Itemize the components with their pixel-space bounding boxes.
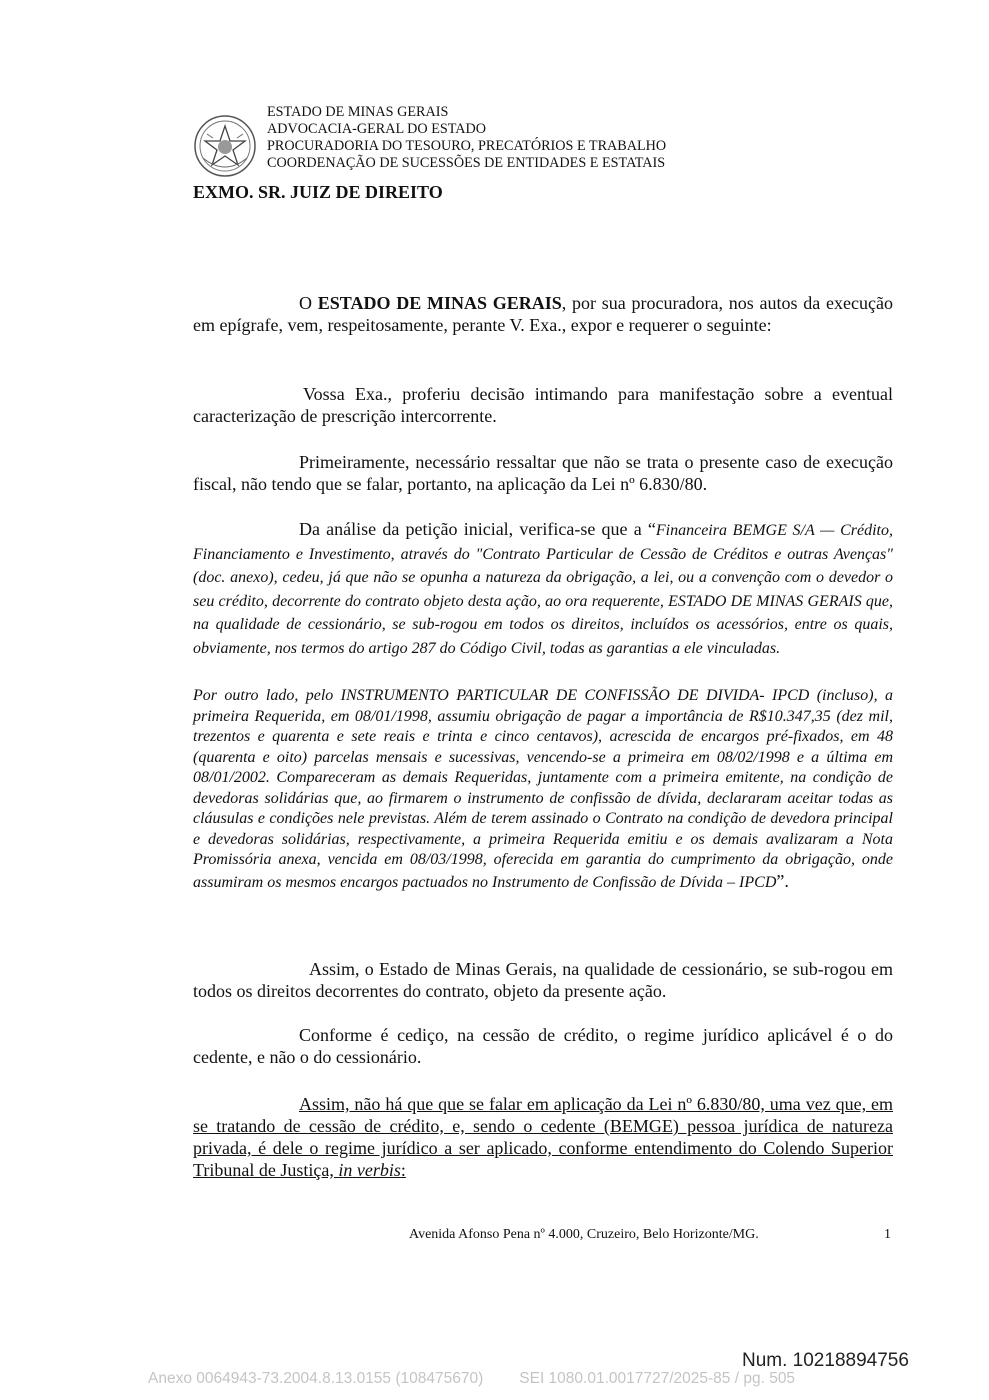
annex-reference: Anexo 0064943-73.2004.8.13.0155 (108475670) <box>148 1370 484 1387</box>
document-number-stamp: Num. 10218894756 <box>742 1350 909 1371</box>
paragraph-decision <box>193 383 893 427</box>
not-fiscal-text: Primeiramente, necessário ressaltar que não se trata o presente caso de execução fiscal, não tendo que se falar, portanto, na aplicação da Lei nº 6.830/80. <box>193 452 893 494</box>
intro-party-name: ESTADO DE MINAS GERAIS <box>317 293 562 313</box>
header-line-coordenacao: COORDENAÇÃO DE SUCESSÕES DE ENTIDADES E ESTATAIS <box>267 155 666 171</box>
subrogation-text: Assim, o Estado de Minas Gerais, na qualidade de cessionário, se sub-rogou em todos os direitos decorrentes do contrato, objeto da presente ação. <box>193 959 893 1001</box>
sei-reference: SEI 1080.01.0017727/2025-85 / pg. 505 <box>519 1370 796 1387</box>
petition-quote: Financeira BEMGE S/A — Crédito, Financiamento e Investimento, através do "Contrato Particular de Cessão de Créditos e outras Avenças" (doc. anexo), cedeu, já que não se opunha a natureza da obrigação, a lei, ou a convenção com o devedor o seu crédito, decorrente do contrato objeto desta ação, ao ora requerente, ESTADO DE MINAS GERAIS que, na qualidade de cessionário, se sub-rogou em todos os direitos, incluídos os acessórios, entre os quais, obviamente, nos termos do artigo 287 do Código Civil, todas as garantias a ele vinculadas. <box>193 522 893 657</box>
header-line-agency: ADVOCACIA-GERAL DO ESTADO <box>267 121 487 137</box>
annex-stamp <box>148 1370 831 1388</box>
paragraph-cession-regime <box>193 1024 893 1068</box>
footer-address: Avenida Afonso Pena nº 4.000, Cruzeiro, Belo Horizonte/MG. <box>409 1227 759 1242</box>
paragraph-petition-analysis <box>193 518 893 659</box>
paragraph-jurisprudence <box>193 1093 893 1181</box>
petition-analysis-start: Da análise da petição inicial, verifica-se que a “ <box>299 519 656 539</box>
ipcd-quote-end: ”. <box>776 870 789 891</box>
jurisprudence-text: Assim, não há que que se falar em aplicação da Lei nº 6.830/80, uma vez que, em se tratando de cessão de crédito, e, sendo o cedente (BEMGE) pessoa jurídica de natureza privada, é dele o regime jurídico a ser aplicado, conforme entendimento do Colendo Superior Tribunal de Justiça, <box>193 1094 893 1180</box>
intro-start: O <box>299 293 318 313</box>
decision-text: Vossa Exa., proferiu decisão intimando para manifestação sobre a eventual caracterização de prescrição intercorrente. <box>193 384 893 426</box>
page-number: 1 <box>884 1227 891 1242</box>
letterhead <box>193 104 913 178</box>
letterhead-text <box>267 104 666 172</box>
in-verbis-in: in <box>338 1160 353 1180</box>
header-line-state: ESTADO DE MINAS GERAIS <box>267 104 449 120</box>
state-seal-icon <box>193 114 257 178</box>
jurisprudence-colon: : <box>400 1160 406 1180</box>
paragraph-subrogation <box>193 958 893 1002</box>
paragraph-intro <box>193 292 893 336</box>
intro-rest: , por sua procuradora, nos autos da execução em epígrafe, vem, respeitosamente, perante V. Exa., expor e requerer o seguinte: <box>193 293 894 335</box>
header-line-procuradoria: PROCURADORIA DO TESOURO, PRECATÓRIOS E TRABALHO <box>267 138 667 154</box>
cession-regime-text: Conforme é cediço, na cessão de crédito, o regime jurídico aplicável é o do cedente, e não o do cessionário. <box>193 1025 893 1067</box>
in-verbis-verbis: verbis <box>356 1160 401 1180</box>
ipcd-quote: Por outro lado, pelo INSTRUMENTO PARTICULAR DE CONFISSÃO DE DIVIDA- IPCD (incluso), a primeira Requerida, em 08/01/1998, assumiu obrigação de pagar a importância de R$10.347,35 (dez mil, trezentos e quarenta e sete reais e trinta e cinco centavos), acrescida de encargos pré-fixados, em 48 (quarenta e oito) parcelas mensais e sucessivas, vencendo-se a primeira em 08/02/1998 e a última em 08/01/2002. Compareceram as demais Requeridas, juntamente com a primeira emitente, na condição de devedoras solidárias que, ao firmarem o instrumento de confissão de dívida, declararam aceitar todas as cláusulas e condições nele previstas. Além de terem assinado o Contrato na condição de devedora principal e devedoras solidárias, respectivamente, a primeira Requerida emitiu e os demais avalizaram a Nota Promissória anexa, vencida em 08/03/1998, oferecida em garantia do cumprimento da obrigação, onde assumiram os mesmos encargos pactuados no Instrumento de Confissão de Dívida – IPCD <box>193 687 893 891</box>
paragraph-ipcd <box>193 686 893 893</box>
addressee-heading: EXMO. SR. JUIZ DE DIREITO <box>193 182 443 202</box>
paragraph-not-fiscal <box>193 451 893 495</box>
